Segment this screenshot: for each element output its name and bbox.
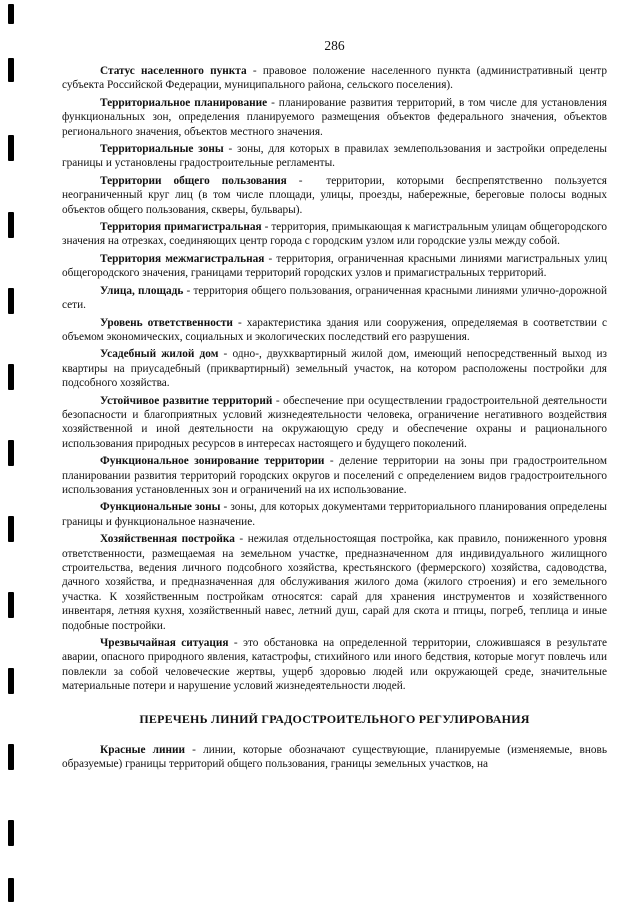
glossary-entry — [62, 284, 607, 313]
entry-definition: зоны, для которых документами территориального планирования определены границы и функциональное назначение. — [62, 501, 607, 528]
glossary-entry — [62, 636, 607, 694]
entry-definition: это обстановка на определенной территории, сложившаяся в результате аварии, опасного природного явления, катастрофы, стихийного или иного бедствия, которые могут повлечь или повлекли за собой человеческие жертвы, ущерб здоровью людей или окружающей среде, значительные материальные потери и нарушение условий жизнедеятельности людей. — [62, 637, 607, 693]
scan-mark — [8, 668, 14, 694]
glossary-entry — [62, 142, 607, 171]
entry-term: Территории общего пользования — [100, 174, 287, 187]
glossary-entries — [62, 64, 607, 694]
entry-separator: - — [220, 501, 231, 514]
entry-term: Усадебный жилой дом — [100, 348, 219, 361]
glossary-entry — [62, 454, 607, 497]
glossary-entry — [62, 174, 607, 217]
glossary-entry — [62, 532, 607, 633]
entry-separator: - — [272, 394, 284, 407]
scan-mark — [8, 4, 14, 24]
entry-definition: одно-, двухквартирный жилой дом, имеющий непосредственный выход из квартиры на приусадебный (приквартирный) земельный участок, на котором расположены постройки для подсобного хозяйства. — [62, 348, 607, 390]
entry-term: Статус населенного пункта — [100, 65, 247, 77]
glossary-entry — [62, 394, 607, 452]
scan-mark — [8, 364, 14, 390]
entry-separator: - — [286, 174, 327, 187]
entry-term: Территориальные зоны — [100, 143, 224, 156]
scan-edge-marks — [0, 0, 20, 905]
entry-term: Территориальное планирование — [100, 96, 268, 109]
entry-definition: деление территории на зоны при градостроительном планировании развития территорий городских округов и поселений с определением видов градостроительного использования установленных зон и ограничений на их использование. — [62, 455, 607, 496]
entry-term: Чрезвычайная ситуация — [100, 637, 229, 650]
section-entries — [62, 743, 607, 772]
entry-definition: обеспечение при осуществлении градостроительной деятельности безопасности и благоприятных условий жизнедеятельности человека, ограничение негативного воздействия хозяйственной и иной деятельности на окружающую среду и обеспечение охраны и рационального использования природных ресурсов в интересах настоящего и будущего поколений. — [62, 394, 608, 450]
entry-term: Устойчивое развитие территорий — [100, 394, 273, 407]
entry-separator: - — [228, 637, 244, 650]
entry-term: Улица, площадь — [100, 284, 184, 297]
scan-mark — [8, 516, 14, 542]
entry-separator: - — [183, 284, 194, 297]
glossary-entry — [62, 220, 607, 249]
glossary-entry — [62, 252, 607, 281]
entry-term: Территория межмагистральная — [100, 252, 265, 265]
glossary-entry — [62, 500, 607, 529]
page-number: 286 — [324, 38, 345, 53]
entry-separator: - — [223, 143, 238, 156]
scan-mark — [8, 58, 14, 82]
entry-definition: территория, ограниченная красными линиями магистральных улиц общегородского значения, границами территорий городских узлов и примагистральных территорий. — [62, 252, 607, 280]
glossary-entry — [62, 64, 607, 93]
entry-definition: правовое положение населенного пункта (административный центр субъекта Российской Федерации, муниципального района, сельского поселения). — [62, 65, 608, 92]
entry-definition: линии, которые обозначают существующие, планируемые (изменяемые, вновь образуемые) границы территорий общего пользования, границы земельных участков, на — [62, 743, 607, 771]
entry-separator: - — [261, 221, 272, 234]
scan-mark — [8, 288, 14, 314]
entry-separator: - — [267, 96, 279, 109]
glossary-entry — [62, 743, 607, 772]
entry-definition: территория общего пользования, ограниченная красными линиями улично-дорожной сети. — [62, 284, 607, 312]
section-title: ПЕРЕЧЕНЬ ЛИНИЙ ГРАДОСТРОИТЕЛЬНОГО РЕГУЛИРОВАНИЯ — [139, 711, 530, 726]
entry-definition: планирование развития территорий, в том числе для установления функциональных зон, определения планируемого размещения объектов федерального значения, объектов регионального значения, объектов местного значения. — [62, 96, 607, 138]
entry-separator: - — [264, 252, 277, 265]
entry-term: Уровень ответственности — [100, 316, 233, 329]
entry-separator: - — [324, 455, 340, 468]
glossary-entry — [62, 96, 607, 139]
scan-mark — [8, 440, 14, 466]
entry-term: Территория примагистральная — [100, 221, 262, 234]
entry-term: Функциональные зоны — [100, 501, 221, 514]
entry-separator: - — [232, 316, 247, 329]
scan-mark — [8, 135, 14, 161]
scan-mark — [8, 592, 14, 618]
entry-term: Хозяйственная постройка — [100, 533, 235, 546]
scan-mark — [8, 878, 14, 902]
entry-term: Функциональное зонирование территории — [100, 455, 325, 468]
document-page — [62, 38, 607, 774]
entry-definition: характеристика здания или сооружения, определяемая в соответствии с объемом экономических, социальных и экологических последствий его разрушения. — [62, 316, 608, 343]
entry-definition: зоны, для которых в правилах землепользования и застройки определены границы и установлены градостроительные регламенты. — [62, 143, 607, 170]
entry-term: Красные линии — [100, 743, 186, 756]
entry-separator: - — [234, 533, 248, 546]
entry-definition: нежилая отдельностоящая постройка, как правило, пониженного уровня ответственности, размещаемая на земельном участке, предназначенном для индивидуального жилищного строительства, ведения личного подсобного хозяйства, крестьянского (фермерского) хозяйства, садоводства, дачного хозяйства, и предназначенная для обслуживания жилого дома (жилого строения) и его земельного участка. К хозяйственным постройкам относятся: сарай для хранения инструментов и хозяйственного инвентаря, летняя кухня, хозяйственный навес, летний душ, сарай для скота и птицы, погреб, теплица и иные подобные постройки. — [62, 533, 607, 632]
entry-definition: территории, которыми беспрепятственно пользуется неограниченный круг лиц (в том числе площади, улицы, проезды, набережные, береговые полосы водных объектов общего пользования, скверы, бульвары). — [62, 174, 607, 216]
scan-mark — [8, 744, 14, 770]
entry-separator: - — [218, 348, 233, 361]
entry-separator: - — [185, 743, 204, 756]
glossary-entry — [62, 347, 607, 390]
scan-mark — [8, 820, 14, 846]
entry-definition: территория, примыкающая к магистральным улицам общегородского значения на отрезках, соединяющих центр города с городским узлом или городские узлы между собой. — [62, 221, 607, 248]
glossary-entry — [62, 316, 607, 345]
scan-mark — [8, 212, 14, 238]
entry-separator: - — [246, 65, 263, 77]
